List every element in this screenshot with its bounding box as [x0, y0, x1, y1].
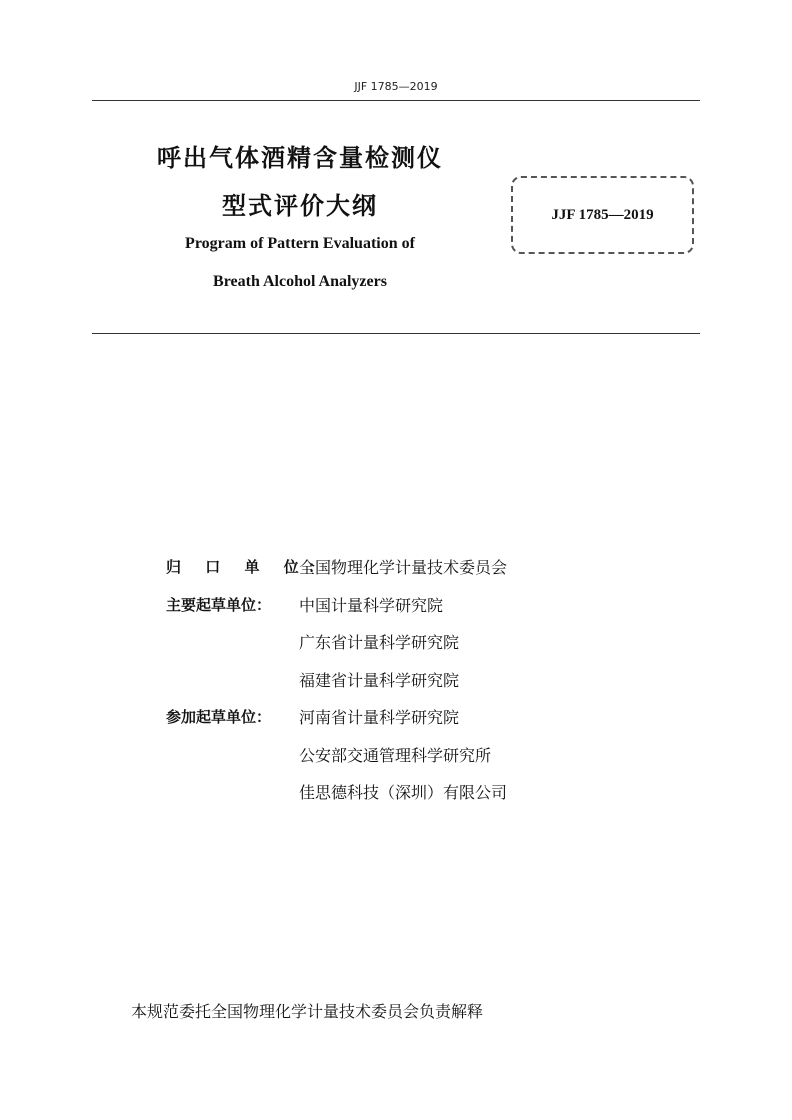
- unit-value: 公安部交通管理科学研究所: [299, 745, 492, 765]
- top-rule: [92, 100, 700, 101]
- unit-value: 福建省计量科学研究院: [299, 670, 460, 690]
- unit-row-main-drafter: [166, 623, 507, 661]
- title-en-line2: Breath Alcohol Analyzers: [213, 273, 387, 290]
- standard-code-text: JJF 1785—2019: [551, 206, 654, 223]
- unit-value: 全国物理化学计量技术委员会: [299, 558, 508, 578]
- unit-row-participating-drafter: [166, 698, 507, 736]
- unit-value: 佳思德科技（深圳）有限公司: [299, 783, 508, 803]
- header-code: JJF 1785—2019: [354, 80, 438, 93]
- unit-row-participating-drafter: [166, 736, 507, 774]
- unit-label-administrator: 归 口 单 位：: [166, 558, 333, 577]
- unit-value: 河南省计量科学研究院: [299, 708, 460, 728]
- title-cn-line1: 呼出气体酒精含量检测仪: [157, 144, 443, 172]
- title-en-line1: Program of Pattern Evaluation of: [185, 235, 415, 252]
- drafting-units: [166, 548, 507, 811]
- unit-row-main-drafter: [166, 661, 507, 699]
- middle-rule: [92, 333, 700, 334]
- unit-row-administrator: [166, 548, 507, 586]
- title-cn-line2: 型式评价大纲: [222, 192, 378, 220]
- unit-label-participating-drafters: 参加起草单位：: [166, 708, 272, 727]
- standard-code-box: [511, 176, 694, 254]
- unit-value: 中国计量科学研究院: [299, 595, 444, 615]
- unit-label-main-drafters: 主要起草单位：: [166, 595, 272, 614]
- unit-row-main-drafter: [166, 586, 507, 624]
- unit-value: 广东省计量科学研究院: [299, 633, 460, 653]
- interpretation-note: 本规范委托全国物理化学计量技术委员会负责解释: [131, 1002, 484, 1021]
- unit-row-participating-drafter: [166, 773, 507, 811]
